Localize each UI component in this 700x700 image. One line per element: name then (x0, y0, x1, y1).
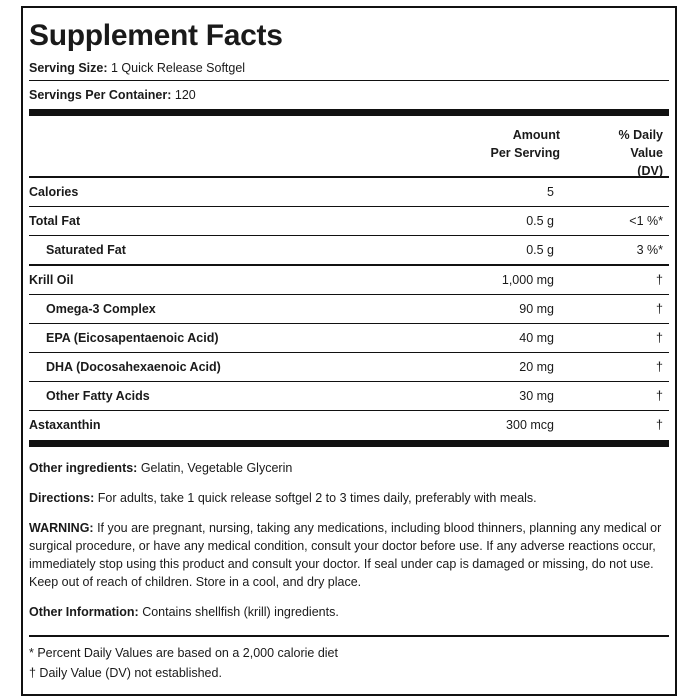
serving-size (29, 60, 669, 76)
footnote-percent-dv: * Percent Daily Values are based on a 2,000 calorie diet (29, 646, 338, 660)
serving-size-value: 1 Quick Release Softgel (110, 61, 246, 75)
serving-size-label: Serving Size: (29, 61, 108, 75)
row-amount: 90 mg (519, 302, 554, 316)
other-information-text: Contains shellfish (krill) ingredients. (142, 605, 339, 619)
dv-header-line3: (DV) (637, 164, 663, 178)
directions-label: Directions: (29, 491, 95, 505)
dv-header-line2: Value (630, 146, 663, 160)
row-amount: 0.5 g (526, 214, 554, 228)
row-name: Total Fat (29, 214, 81, 228)
servings-per-container-label: Servings Per Container: (29, 88, 172, 102)
row-amount: 300 mcg (506, 418, 554, 432)
other-ingredients-label: Other ingredients: (29, 461, 138, 475)
footnote-dv-not-established: † Daily Value (DV) not established. (29, 666, 222, 680)
thick-divider (29, 440, 669, 447)
table-row (29, 353, 669, 381)
table-row (29, 178, 669, 206)
servings-per-container-value: 120 (174, 88, 196, 102)
footer-divider (29, 635, 669, 637)
panel-content (29, 8, 669, 683)
dv-header-line1: % Daily (618, 128, 663, 142)
row-dv: † (656, 302, 663, 316)
dv-header (619, 126, 663, 180)
warning-label: WARNING: (29, 521, 94, 535)
other-ingredients (29, 459, 669, 477)
row-dv: † (656, 360, 663, 374)
amount-header-line2: Per Serving (490, 146, 560, 160)
row-amount: 0.5 g (526, 243, 554, 257)
row-name: Saturated Fat (46, 243, 126, 257)
row-dv: † (656, 273, 663, 287)
row-name: DHA (Docosahexaenoic Acid) (46, 360, 221, 374)
row-amount: 5 (547, 185, 554, 199)
row-name: Astaxanthin (29, 418, 101, 432)
row-dv: † (656, 389, 663, 403)
row-name: Omega-3 Complex (46, 302, 156, 316)
table-row (29, 266, 669, 294)
row-dv: † (656, 331, 663, 345)
thick-divider (29, 109, 669, 116)
row-amount: 40 mg (519, 331, 554, 345)
directions (29, 489, 669, 507)
directions-text: For adults, take 1 quick release softgel 2 to 3 times daily, preferably with meals. (97, 491, 537, 505)
amount-header (491, 126, 560, 162)
row-name: Krill Oil (29, 273, 74, 287)
supplement-facts-panel (21, 6, 677, 696)
amount-header-line1: Amount (512, 128, 560, 142)
row-name: Other Fatty Acids (46, 389, 150, 403)
table-header (29, 116, 669, 176)
other-information (29, 603, 669, 621)
panel-title: Supplement Facts (29, 19, 283, 52)
other-ingredients-text: Gelatin, Vegetable Glycerin (140, 461, 293, 475)
table-row (29, 295, 669, 323)
row-name: Calories (29, 185, 79, 199)
divider (29, 80, 669, 81)
table-row (29, 236, 669, 264)
row-name: EPA (Eicosapentaenoic Acid) (46, 331, 219, 345)
servings-per-container (29, 87, 669, 103)
footnotes (29, 643, 669, 683)
row-dv: 3 %* (636, 243, 663, 257)
table-row (29, 324, 669, 352)
row-amount: 1,000 mg (501, 273, 554, 287)
other-information-label: Other Information: (29, 605, 139, 619)
table-row (29, 411, 669, 439)
table-row (29, 382, 669, 410)
row-dv: † (656, 418, 663, 432)
row-dv: <1 %* (629, 214, 663, 228)
warning (29, 519, 669, 591)
table-row (29, 207, 669, 235)
row-amount: 20 mg (519, 360, 554, 374)
row-amount: 30 mg (519, 389, 554, 403)
warning-text: If you are pregnant, nursing, taking any medications, including blood thinners, planning any medical or surgical procedure, or have any medical condition, consult your doctor before use. If any adverse reactions occur, immediately stop using this product and consult your doctor. If seal under cap is damaged or missing, do not use. Keep out of reach of children. Store in a cool, and dry place. (29, 521, 662, 589)
